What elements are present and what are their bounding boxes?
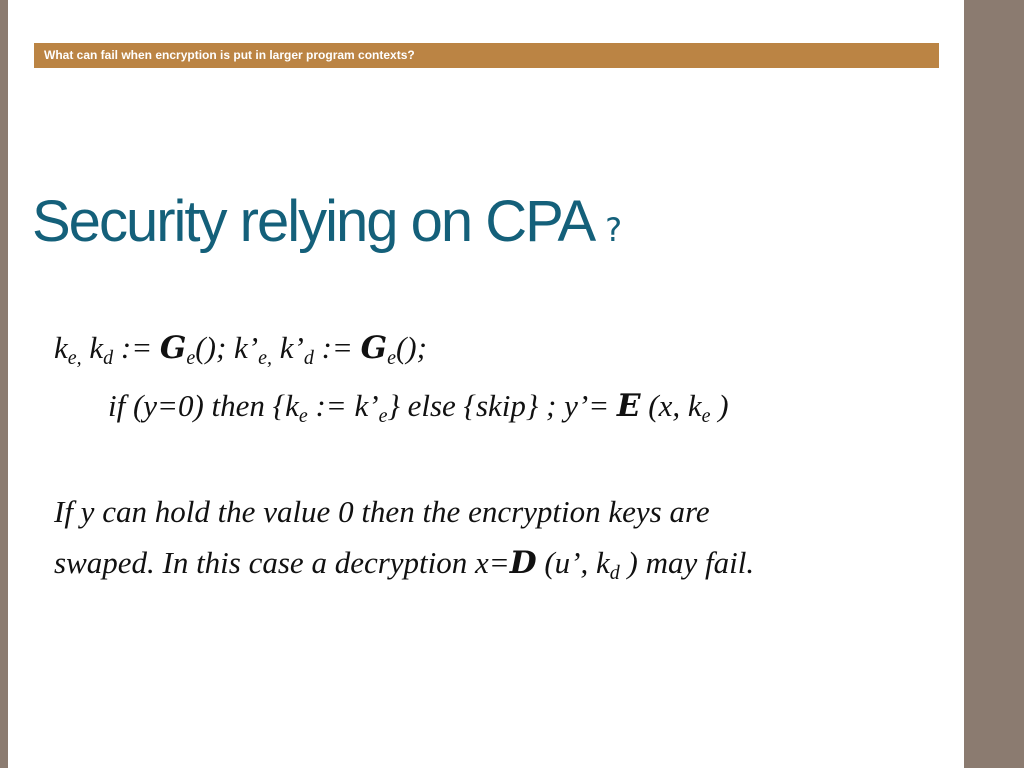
encryption-symbol: E <box>616 388 641 424</box>
slide-title-text: Security relying on CPA <box>32 189 591 254</box>
header-label: What can fail when encryption is put in larger program contexts? <box>44 48 415 62</box>
code-line-2: if (y=0) then {$k_e$ := $k’_e$} else {skip} ; y’= E (x, $k_e$ ) <box>108 388 729 427</box>
decryption-symbol: D <box>509 545 537 581</box>
left-border-bar <box>0 0 8 768</box>
slide-title <box>32 188 622 255</box>
explanation-line-2: swaped. In this case a decryption x=D (u’, $k_d$ ) may fail. <box>54 545 755 584</box>
generator-symbol: G <box>159 330 187 366</box>
generator-symbol: G <box>360 330 388 366</box>
right-border-bar <box>964 0 1024 768</box>
slide-title-question-mark: ? <box>605 211 623 249</box>
header-band <box>34 43 939 68</box>
explanation-line-1: If y can hold the value 0 then the encryption keys are <box>54 494 710 529</box>
code-line-1: $k_{e,}$ $k_d$ := $G_e()$; $k’_{e,}$ $k’_d$ := $G_e()$; <box>54 330 427 369</box>
